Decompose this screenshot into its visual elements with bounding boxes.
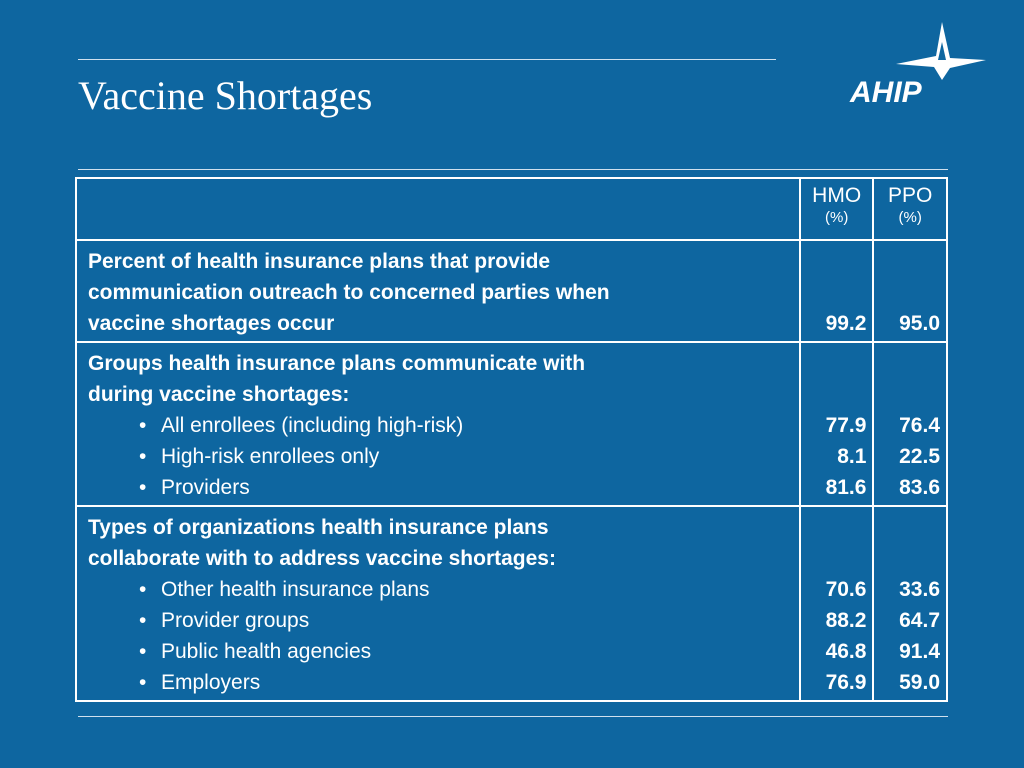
bullet-icon: • xyxy=(139,476,147,499)
bullet-icon: • xyxy=(139,414,147,437)
table-row xyxy=(76,342,947,506)
list-item xyxy=(88,636,791,667)
bullet-icon: • xyxy=(139,445,147,468)
ahip-logo-graphic xyxy=(846,20,986,110)
ppo-value: 91.4 xyxy=(899,640,940,663)
ppo-value: 83.6 xyxy=(899,476,940,499)
ppo-value: 95.0 xyxy=(899,312,940,335)
hmo-value: 46.8 xyxy=(825,640,867,663)
section-2-label xyxy=(76,342,800,506)
section-3-heading-line: collaborate with to address vaccine shortages: xyxy=(88,547,556,570)
header-ppo-unit: (%) xyxy=(898,209,922,226)
ppo-value: 59.0 xyxy=(899,671,940,694)
list-item-label: High-risk enrollees only xyxy=(161,445,380,468)
hmo-value: 99.2 xyxy=(825,312,867,335)
hmo-value: 81.6 xyxy=(825,476,867,499)
top-divider xyxy=(78,59,776,60)
header-ppo-name: PPO xyxy=(888,184,933,207)
list-item xyxy=(88,605,791,636)
ppo-value: 33.6 xyxy=(899,578,940,601)
vaccine-shortage-table xyxy=(75,177,948,702)
hmo-value: 70.6 xyxy=(825,578,867,601)
ppo-value: 22.5 xyxy=(899,445,940,468)
list-item-label: Employers xyxy=(161,671,261,694)
section-2-ppo-values xyxy=(873,342,947,506)
hmo-value: 77.9 xyxy=(825,414,867,437)
section-3-hmo-values xyxy=(800,506,874,701)
header-hmo-unit: (%) xyxy=(825,209,849,226)
section-2-heading-line: during vaccine shortages: xyxy=(88,383,350,406)
table-top-divider xyxy=(78,169,948,170)
hmo-value: 88.2 xyxy=(825,609,867,632)
bullet-icon: • xyxy=(139,671,147,694)
list-item xyxy=(88,574,791,605)
section-3-ppo-values xyxy=(873,506,947,701)
bullet-icon: • xyxy=(139,609,147,632)
ppo-value: 64.7 xyxy=(899,609,940,632)
section-1-heading-line: communication outreach to concerned parties when xyxy=(88,281,610,304)
list-item xyxy=(88,472,791,503)
table-header-row xyxy=(76,178,947,240)
list-item-label: Providers xyxy=(161,476,250,499)
bullet-icon: • xyxy=(139,640,147,663)
ahip-logo xyxy=(846,20,986,110)
section-1-ppo-value xyxy=(873,240,947,342)
header-hmo-name: HMO xyxy=(812,184,862,207)
table-row xyxy=(76,506,947,701)
header-ppo xyxy=(873,178,947,240)
table-bottom-divider xyxy=(78,716,948,717)
section-1-label xyxy=(76,240,800,342)
section-2-hmo-values xyxy=(800,342,874,506)
list-item-label: Other health insurance plans xyxy=(161,578,430,601)
hmo-value: 76.9 xyxy=(825,671,867,694)
section-2-heading-line: Groups health insurance plans communicate with xyxy=(88,352,586,375)
list-item-label: Provider groups xyxy=(161,609,310,632)
slide-title: Vaccine Shortages xyxy=(78,73,373,118)
bullet-icon: • xyxy=(139,578,147,601)
list-item-label: Public health agencies xyxy=(161,640,372,663)
section-1-hmo-value xyxy=(800,240,874,342)
section-3-label xyxy=(76,506,800,701)
list-item xyxy=(88,667,791,698)
section-1-heading-line: Percent of health insurance plans that provide xyxy=(88,250,551,273)
header-hmo xyxy=(800,178,874,240)
list-item xyxy=(88,441,791,472)
header-empty-cell xyxy=(76,178,800,240)
ppo-value: 76.4 xyxy=(899,414,940,437)
section-1-heading-line: vaccine shortages occur xyxy=(88,312,335,335)
logo-text: AHIP xyxy=(850,76,922,109)
table-row xyxy=(76,240,947,342)
list-item-label: All enrollees (including high-risk) xyxy=(161,414,464,437)
hmo-value: 8.1 xyxy=(837,445,867,468)
section-3-heading-line: Types of organizations health insurance plans xyxy=(88,516,549,539)
list-item xyxy=(88,410,791,441)
